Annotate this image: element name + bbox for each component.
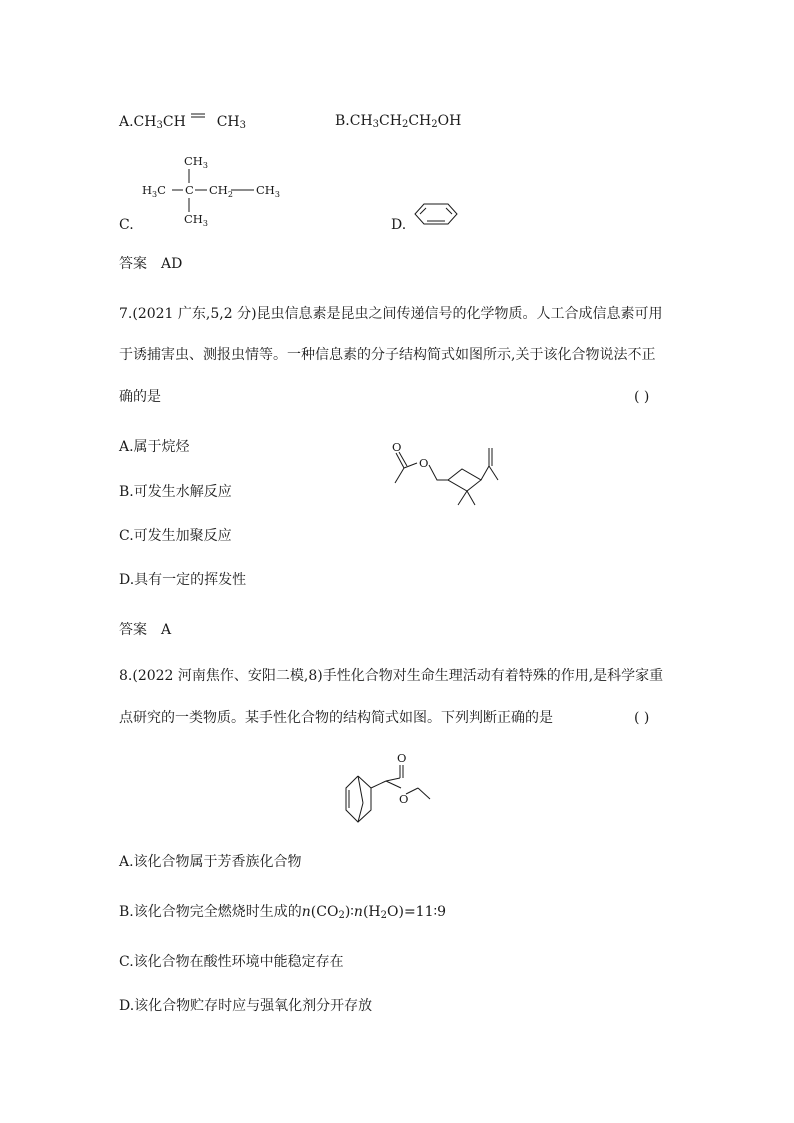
q7-stem-line-1: 7.(2021 广东,5,2 分)昆虫信息素是昆虫之间传递信号的化学物质。人工合成信息素可用 xyxy=(119,306,663,322)
q6-option-a: A.CH3CH CH3 xyxy=(119,114,246,131)
q6-answer: 答案 AD xyxy=(119,256,183,272)
q7-option-d: D.具有一定的挥发性 xyxy=(119,572,247,588)
q8-option-c: C.该化合物在酸性环境中能稳定存在 xyxy=(119,954,344,970)
q6-option-d-label: D. xyxy=(391,217,407,233)
q7-stem-line-3: 确的是 xyxy=(119,389,161,405)
atom-label: $CH_2$ xyxy=(209,183,233,199)
q8-answer-bracket: ( ) xyxy=(634,710,650,726)
atom-label: O xyxy=(397,751,407,765)
atom-label: C xyxy=(185,183,194,197)
q7-option-b: B.可发生水解反应 xyxy=(119,484,232,500)
q7-answer: 答案 A xyxy=(119,622,172,638)
q6-option-b: B.CH3CH2CH2OH xyxy=(335,113,462,130)
neopentyl-structure-diagram xyxy=(138,148,288,230)
q8-stem-line-1: 8.(2022 河南焦作、安阳二模,8)手性化合物对生命生理活动有着特殊的作用,是科学家重 xyxy=(119,668,664,684)
pheromone-structure-diagram xyxy=(385,435,505,515)
q6-option-c-label: C. xyxy=(119,217,134,233)
atom-label: $CH_3$ xyxy=(184,154,208,170)
q7-option-c: C.可发生加聚反应 xyxy=(119,528,232,544)
atom-label: $CH_3$ xyxy=(256,183,280,199)
atom-label: O xyxy=(419,456,429,470)
q7-answer-bracket: ( ) xyxy=(634,389,650,405)
benzene-structure-diagram xyxy=(412,201,462,229)
atom-label: O xyxy=(392,440,402,454)
bicyclic-ester-structure-diagram xyxy=(338,748,438,830)
atom-label: $CH_3$ xyxy=(184,212,208,228)
atom-label: O xyxy=(399,792,409,806)
q7-stem-line-2: 于诱捕害虫、测报虫情等。一种信息素的分子结构简式如图所示,关于该化合物说法不正 xyxy=(119,347,656,363)
q7-option-a: A.属于烷烃 xyxy=(119,439,190,455)
q8-stem-line-2: 点研究的一类物质。某手性化合物的结构简式如图。下列判断正确的是 xyxy=(119,710,553,726)
q8-option-a: A.该化合物属于芳香族化合物 xyxy=(119,854,302,870)
double-bond-icon xyxy=(190,112,206,120)
q8-option-d: D.该化合物贮存时应与强氧化剂分开存放 xyxy=(119,998,373,1014)
q8-option-b: B.该化合物完全燃烧时生成的n(CO2)∶n(H2O)=11∶9 xyxy=(119,904,447,921)
atom-label: $H_3C$ xyxy=(142,183,166,199)
